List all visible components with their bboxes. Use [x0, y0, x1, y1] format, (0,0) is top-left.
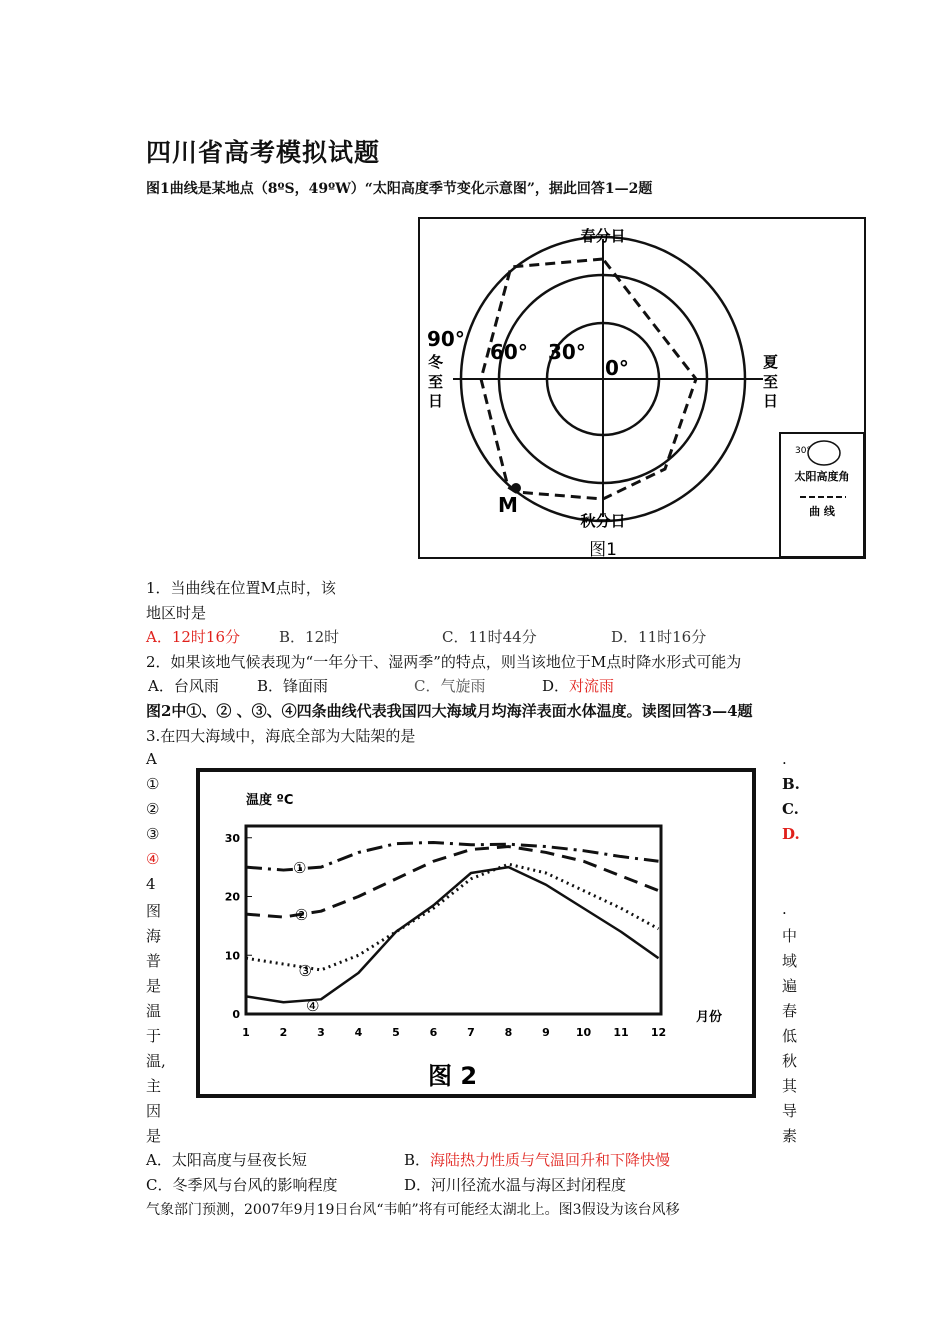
q2-option-c: C．气旋雨 — [414, 677, 486, 695]
y-tick-label: 0 — [232, 1008, 240, 1021]
label-90: 90° — [427, 327, 465, 351]
figure-1-caption: 图1 — [589, 540, 617, 560]
label-winter-3: 日 — [428, 392, 444, 410]
left-col-char: ③ — [146, 825, 160, 843]
series-line — [246, 867, 659, 1002]
left-col-char: 是 — [146, 977, 162, 995]
q2-option-a: A．台风雨 — [148, 677, 219, 695]
page-title: 四川省高考模拟试题 — [146, 138, 381, 167]
point-m — [511, 483, 521, 493]
last-line: 气象部门预测，2007年9月19日台风“韦帕”将有可能经太湖北上。图3假设为该台风移 — [146, 1202, 680, 1218]
left-col-char: 因 — [146, 1102, 162, 1120]
y-tick-label: 20 — [224, 890, 240, 904]
right-col-char: . — [782, 900, 787, 918]
left-col-char: 图 — [146, 902, 162, 920]
q2-option-b: B．锋面雨 — [257, 677, 329, 695]
x-tick-label: 1 — [242, 1026, 250, 1039]
right-col-char: 域 — [782, 952, 798, 970]
q2-option-d-prefix: D． — [542, 677, 570, 695]
left-col-char: 普 — [146, 952, 162, 970]
q2-option-d-answer: 对流雨 — [569, 677, 615, 695]
right-col-char: 遍 — [782, 977, 798, 995]
series-label: ④ — [306, 997, 320, 1016]
label-winter-1: 冬 — [428, 353, 444, 371]
label-30: 30° — [548, 340, 586, 364]
q4-option-b-answer: 海陆热力性质与气温回升和下降快慢 — [430, 1151, 671, 1169]
label-summer-3: 日 — [763, 392, 779, 410]
right-col-char: B. — [782, 775, 800, 793]
label-m: M — [498, 493, 518, 517]
right-col-char: 秋 — [782, 1052, 798, 1070]
q4-option-c: C．冬季风与台风的影响程度 — [146, 1176, 338, 1194]
x-tick-label: 8 — [504, 1026, 513, 1039]
q1-option-b: B．12时 — [279, 628, 340, 646]
plot-area — [246, 826, 661, 1014]
fig2-axes — [225, 832, 666, 1039]
left-col-char: A — [146, 750, 157, 768]
intro-text: 图1曲线是某地点（8ºS，49ºW）“太阳高度季节变化示意图”，据此回答1—2题 — [146, 181, 653, 197]
q2-text: 2．如果该地气候表现为“一年分干、湿两季”的特点，则当该地位于M点时降水形式可能为 — [146, 653, 742, 671]
x-tick-label: 5 — [392, 1026, 400, 1039]
right-col-char: 导 — [782, 1102, 798, 1120]
q3-text: 3.在四大海域中，海底全部为大陆架的是 — [146, 727, 416, 745]
left-col-char: ② — [146, 800, 160, 818]
fig2-xlabel: 月份 — [696, 1010, 723, 1025]
label-winter-2: 至 — [428, 373, 444, 391]
series-line — [246, 842, 659, 870]
legend-curve: 曲 线 — [809, 505, 835, 518]
q4-option-d: D．河川径流水温与海区封闭程度 — [404, 1176, 627, 1194]
left-col-char: 主 — [146, 1077, 162, 1095]
left-col-char: 于 — [146, 1027, 162, 1045]
x-tick-label: 3 — [317, 1026, 325, 1039]
left-col-char: ④ — [146, 850, 160, 868]
q4-option-b — [404, 1149, 670, 1170]
right-col-char: C. — [782, 800, 799, 818]
label-0: 0° — [605, 356, 629, 380]
series-label: ② — [294, 906, 309, 925]
legend-box — [780, 433, 864, 557]
label-autumn-equinox: 秋分日 — [580, 512, 626, 530]
x-tick-label: 2 — [279, 1026, 288, 1039]
q1-line1: 1．当曲线在位置M点时，该 — [146, 579, 336, 597]
x-tick-label: 7 — [467, 1026, 475, 1039]
x-tick-label: 6 — [429, 1026, 438, 1039]
q1-line2: 地区时是 — [146, 604, 207, 622]
x-tick-label: 4 — [354, 1026, 363, 1039]
x-tick-label: 12 — [650, 1026, 667, 1039]
right-col-char: 低 — [782, 1027, 798, 1045]
q1-option-c: C．11时44分 — [442, 628, 537, 646]
figure-2 — [196, 768, 758, 1098]
series-label: ③ — [298, 961, 312, 980]
legend-label: 太阳高度角 — [794, 470, 850, 483]
right-col-char: 中 — [782, 927, 798, 945]
fig2-intro: 图2中①、② 、③、④四条曲线代表我国四大海域月均海洋表面水体温度。读图回答3—4题 — [146, 702, 753, 720]
q4-option-b-prefix: B． — [404, 1151, 431, 1169]
left-col-char: 温 — [146, 1002, 162, 1020]
figure-2-frame — [198, 770, 754, 1096]
x-tick-label: 11 — [613, 1026, 629, 1039]
fig2-caption: 图 2 — [428, 1062, 478, 1090]
right-col-char: 其 — [782, 1077, 798, 1095]
left-col-char: 温, — [146, 1052, 166, 1070]
q1-option-d: D．11时16分 — [611, 628, 707, 646]
fig2-ylabel: 温度 ºC — [246, 793, 294, 808]
label-summer-2: 至 — [763, 373, 779, 391]
legend-deg: 30° — [795, 446, 811, 456]
left-col-char: 海 — [146, 927, 162, 945]
x-tick-label: 9 — [542, 1026, 550, 1039]
label-spring-equinox: 春分日 — [580, 227, 626, 245]
q2-option-d — [542, 675, 614, 696]
left-col-char: ① — [146, 775, 160, 793]
y-tick-label: 30 — [224, 831, 240, 845]
figure-1 — [418, 217, 867, 560]
left-col-char: 4 — [146, 875, 156, 893]
q4-option-a: A．太阳高度与昼夜长短 — [146, 1151, 307, 1169]
left-col-char: 是 — [146, 1127, 162, 1145]
y-tick-label: 10 — [224, 949, 240, 963]
series-label: ① — [293, 859, 307, 878]
right-col-char: 素 — [782, 1127, 798, 1145]
label-60: 60° — [490, 340, 528, 364]
right-col-char: D. — [782, 825, 800, 843]
right-col-char: 春 — [782, 1002, 798, 1020]
q1-option-a: A．12时16分 — [146, 628, 241, 646]
label-summer-1: 夏 — [763, 353, 779, 371]
right-col-char: . — [782, 750, 787, 768]
fig2-lines — [246, 842, 659, 1015]
x-tick-label: 10 — [575, 1026, 592, 1039]
